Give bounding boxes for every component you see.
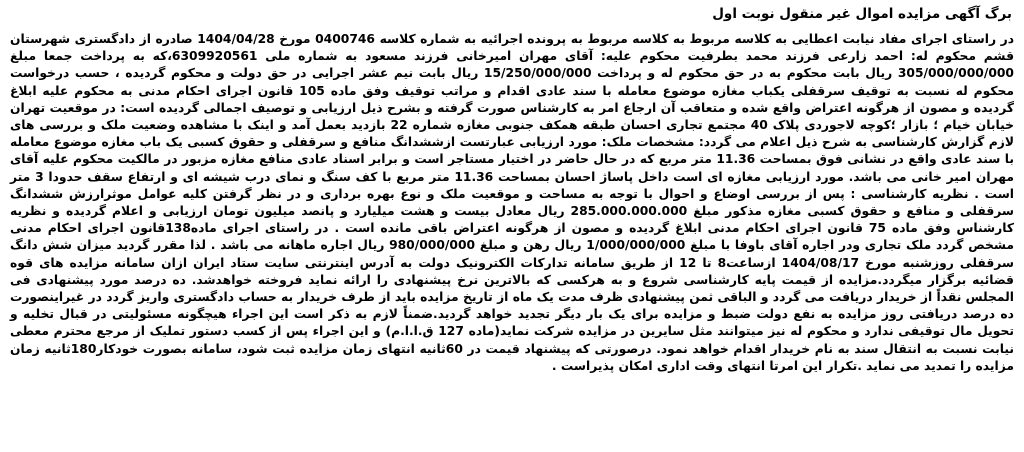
notice-body: در راستای اجرای مفاد نیابت اعطایی به کلاسه مربوط به کلاسه مربوط به پرونده اجرائیه به شماره کلاسه 0400746 مورخ 1404/04/28 صادره از دادگستری شهرستان قشم محکوم له: احمد زارعی فرزند محمد بطرفیت محکوم علیه: آقای مهران امیرخانی فرزند مسعود به شماره ملی 6309920561،که به پرداخت جمعا مبلغ 305/000/000/000 ریال بابت محکوم به در حق محکوم له و پرداخت 15/250/000/000 ریال بابت نیم عشر اجرایی در حق دولت و محکوم گردیده ، حسب درخواست محکوم له نسبت به توقیف سرقفلی یکباب مغازه موضوع معامله با سند عادی اقدام و مراتب توقیف وفق ماده 105 قانون اجرای احکام مدنی به محکوم علیه ابلاغ گردیده و مصون از هرگونه اعتراض واقع شده و متعاقب آن ارجاع امر به کارشناس صورت گرفته و بشرح ذیل ارزیابی و توصیف اجمالی گردیده است: در موقعیت تهران خیابان خیام ؛ بازار ؛کوچه لاجوردی پلاک 40 مجتمع تجاری احسان طبقه همکف جنوبی مغازه شماره 22 بازدید بعمل آمد و اینک با مشاهده وضعیت ملک و بررسی های لازم گزارش کارشناسی به شرح ذیل اعلام می گردد: مشخصات ملک: مورد ارزیابی عبارتست ازششدانگ منافع و سرقفلی و حقوق کسبی یک باب مغازه موضوع معامله با سند عادی واقع در نشانی فوق بمساحت 11.36 متر مربع که در حال حاضر در اختیار مستاجر است و برابر اسناد عادی منافع مغازه مزبور در مالکیت محکوم علیه آقای مهران امیر خانی می باشد. مورد ارزیابی مغازه ای است داخل پاساژ احسان بمساحت 11.36 متر مربع با کف سنگ و نمای درب شیشه ای و ارتفاع سقف حدودا 3 متر است . نظریه کارشناسی : پس از بررسی اوضاع و احوال با توجه به مساحت و موقعیت ملک و نوع بهره برداری و در نظر گرفتن کلیه عوامل موثرارزش ششدانگ سرقفلی و منافع و حقوق کسبی مغازه مذکور مبلغ 285.000.000.000 ریال معادل بیست و هشت میلیارد و پانصد میلیون تومان ارزیابی و اعلام گردیده و نظریه کارشناس وفق ماده 75 قانون اجرای احکام مدنی ابلاغ گردیده و مصون از هرگونه اعتراض باقی مانده است . در راستای اجرای ماده138قانون اجرای احکام مدنی مشخص گردد ملک تجاری ودر اجاره آقای باوفا با مبلغ 1/000/000/000 ریال رهن و مبلغ 980/000/000 ریال اجاره ماهانه می باشد . لذا مقرر گردید میزان شش دانگ سرقفلی روزشنبه مورخ 1404/08/17 ازساعت8 تا 12 از طریق سامانه تدارکات الکترونیک دولت به آدرس اینترنتی سایت ستاد ایران ازان سامانه مزایده های قوه قضائیه برگزار میگردد.مزایده از قیمت پایه کارشناسی شروع و به هرکسی که بالاترین نرخ پیشنهادی را ارائه نماید فروخته خواهدشد. ده درصد مورد پیشنهادی فی المجلس نقداً از خریدار دریافت می گردد و الباقی ثمن پیشنهادی ظرف مدت یک ماه از تاریخ مزایده باید از طرف خریدار به حساب دادگستری واریز گردد در غیراینصورت ده درصد دریافتی روز مزایده به نفع دولت ضبط و مزایده برای یک بار دیگر تجدید خواهد گردید.ضمناً لازم به ذکر است این اجراء هیچگونه مسئولیتی در قبال تخلیه و تحویل مال توقیفی ندارد و محکوم له نیز میتوانند مثل سایرین در مزایده شرکت نماید(ماده 127 ق.ا.ا.م) و این اجراء پس از کسب دستور تملیک از مرجع محترم معطی نیابت نسبت به انتقال سند به نام خریدار اقدام خواهد نمود. درصورتی که پیشنهاد قیمت در 60ثانیه انتهای زمان مزایده ثبت شود، سامانه بصورت خودکار180ثانیه زمان مزایده را تمدید می نماید .تکرار این امرتا انتهای وقت اداری امکان پذیراست . — [10, 32, 1015, 373]
notice-title: برگ آگهی مزایده اموال غیر منقول نوبت اول — [712, 6, 1012, 22]
